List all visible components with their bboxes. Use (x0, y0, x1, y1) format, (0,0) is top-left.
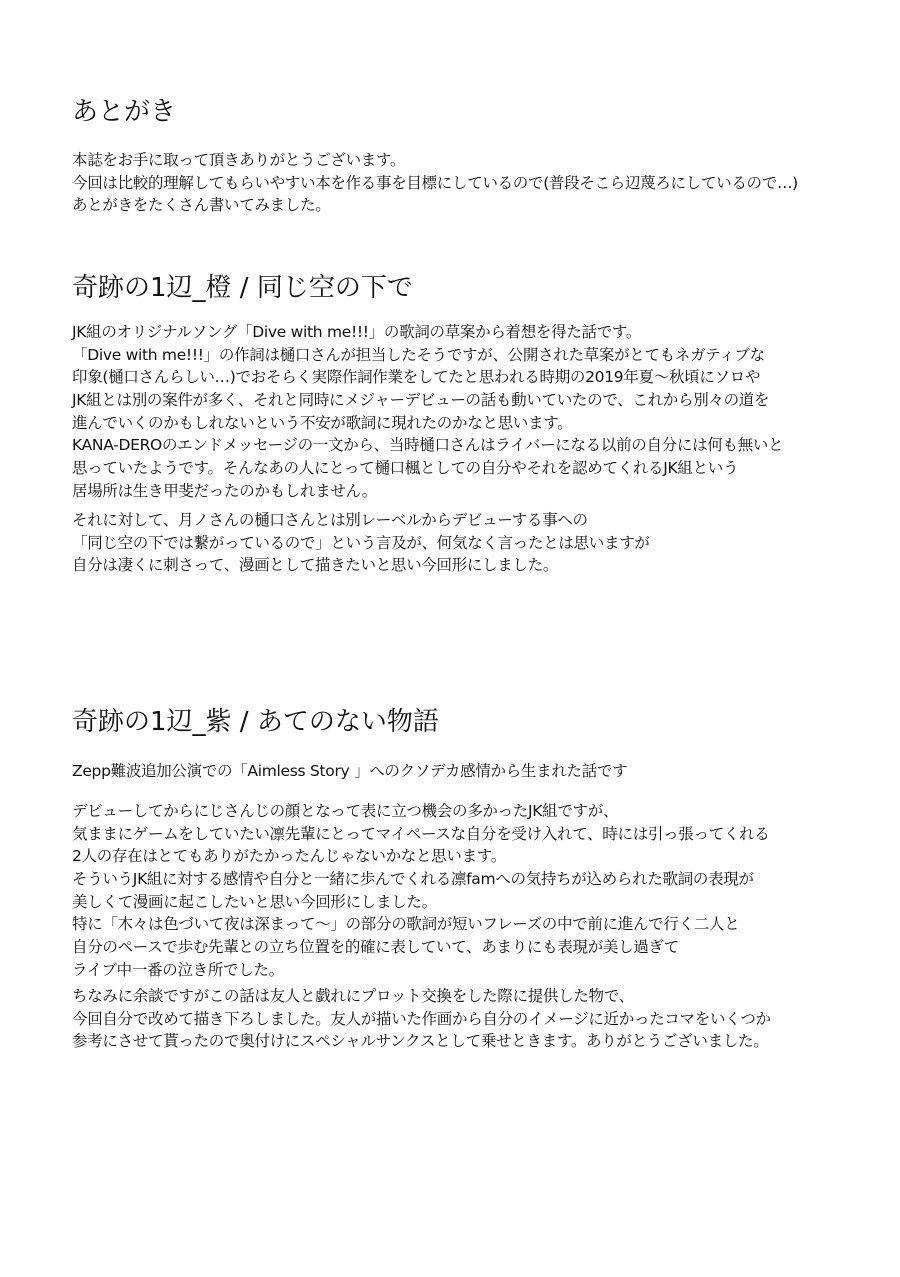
text-line: 自分は凄くに刺さって、漫画として描きたいと思い今回形にしました。 (72, 556, 559, 575)
text-line: 印象(樋口さんらしい…)でおそらく実際作詞作業をしてたと思われる時期の2019年夏～秋頃にソロや (72, 368, 761, 387)
section-title-purple: 奇跡の1辺_紫 / あてのない物語 (72, 707, 439, 737)
text-line: Zepp難波追加公演での「Aimless Story 」へのクソデカ感情から生まれた話です (72, 762, 628, 780)
text-line: 進んでいくのかもしれないという不安が歌詞に現れたのかなと思います。 (72, 413, 573, 432)
section-title-afterword: あとがき (72, 97, 177, 127)
text-line: JK組のオリジナルソング「Dive with me!!!」の歌詞の草案から着想を得た話です。 (72, 323, 642, 341)
text-line: 居場所は生き甲斐だったのかもしれません。 (72, 481, 377, 500)
text-line: ちなみに余談ですがこの話は友人と戯れにプロット交換をした際に提供した物で、 (72, 987, 634, 1005)
paragraph (72, 985, 771, 1053)
text-line: 美しくて漫画に起こしたいと思い今回形にしました。 (72, 892, 437, 911)
text-line: それに対して、月ノさんの樋口さんとは別レーベルからデビューする事への (72, 511, 588, 529)
text-line: 「Dive with me!!!」の作詞は樋口さんが担当したそうですが、公開された草案がとてもネガティブな (72, 345, 765, 364)
text-line: 本誌をお手に取って頂きありがとうございます。 (72, 151, 406, 169)
text-line: 気ままにゲームをしていたい凛先輩にとってマイペースな自分を受け入れて、時には引っ張ってくれる (72, 824, 770, 843)
text-line: 特に「木々は色づいて夜は深まって～」の部分の歌詞が短いフレーズの中で前に進んで行く二人と (72, 915, 740, 934)
text-line: KANA-DEROのエンドメッセージの一文から、当時樋口さんはライバーになる以前の自分には何も無いと (72, 436, 784, 455)
text-line: ライブ中一番の泣き所でした。 (72, 960, 284, 979)
paragraph (72, 321, 783, 503)
paragraph (72, 509, 650, 577)
text-line: そういうJK組に対する感情や自分と一緒に歩んでくれる凛famへの気持ちが込められた歌詞の表現が (72, 870, 754, 889)
text-line: 参考にさせて貰ったので奥付けにスペシャルサンクスとして乗せときます。ありがとうございました。 (72, 1032, 769, 1051)
paragraph (72, 760, 627, 783)
section-title-orange: 奇跡の1辺_橙 / 同じ空の下で (72, 273, 413, 303)
text-line: 「同じ空の下では繋がっているので」という言及が、何気なく言ったとは思いますが (72, 533, 650, 552)
text-line: 今回自分で改めて描き下ろしました。友人が描いた作画から自分のイメージに近かったコマをいくつか (72, 1009, 771, 1028)
text-line: デビューしてからにじさんじの顔となって表に立つ機会の多かったJK組ですが、 (72, 802, 619, 820)
text-line: 今回は比較的理解してもらいやすい本を作る事を目標にしているので(普段そこら辺蔑ろにしているので…) (72, 173, 798, 192)
paragraph (72, 149, 798, 217)
text-line: あとがきをたくさん書いてみました。 (72, 196, 331, 215)
text-line: 自分のペースで歩む先輩との立ち位置を的確に表していて、あまりにも表現が美し過ぎて (72, 938, 679, 957)
paragraph (72, 800, 770, 982)
text-line: 思っていたようです。そんなあの人にとって樋口楓としての自分やそれを認めてくれるJK組という (72, 459, 739, 478)
text-line: JK組とは別の案件が多く、それと同時にメジャーデビューの話も動いていたので、これから別々の道を (72, 391, 770, 410)
text-line: 2人の存在はとてもありがたかったんじゃないかなと思います。 (72, 847, 506, 866)
